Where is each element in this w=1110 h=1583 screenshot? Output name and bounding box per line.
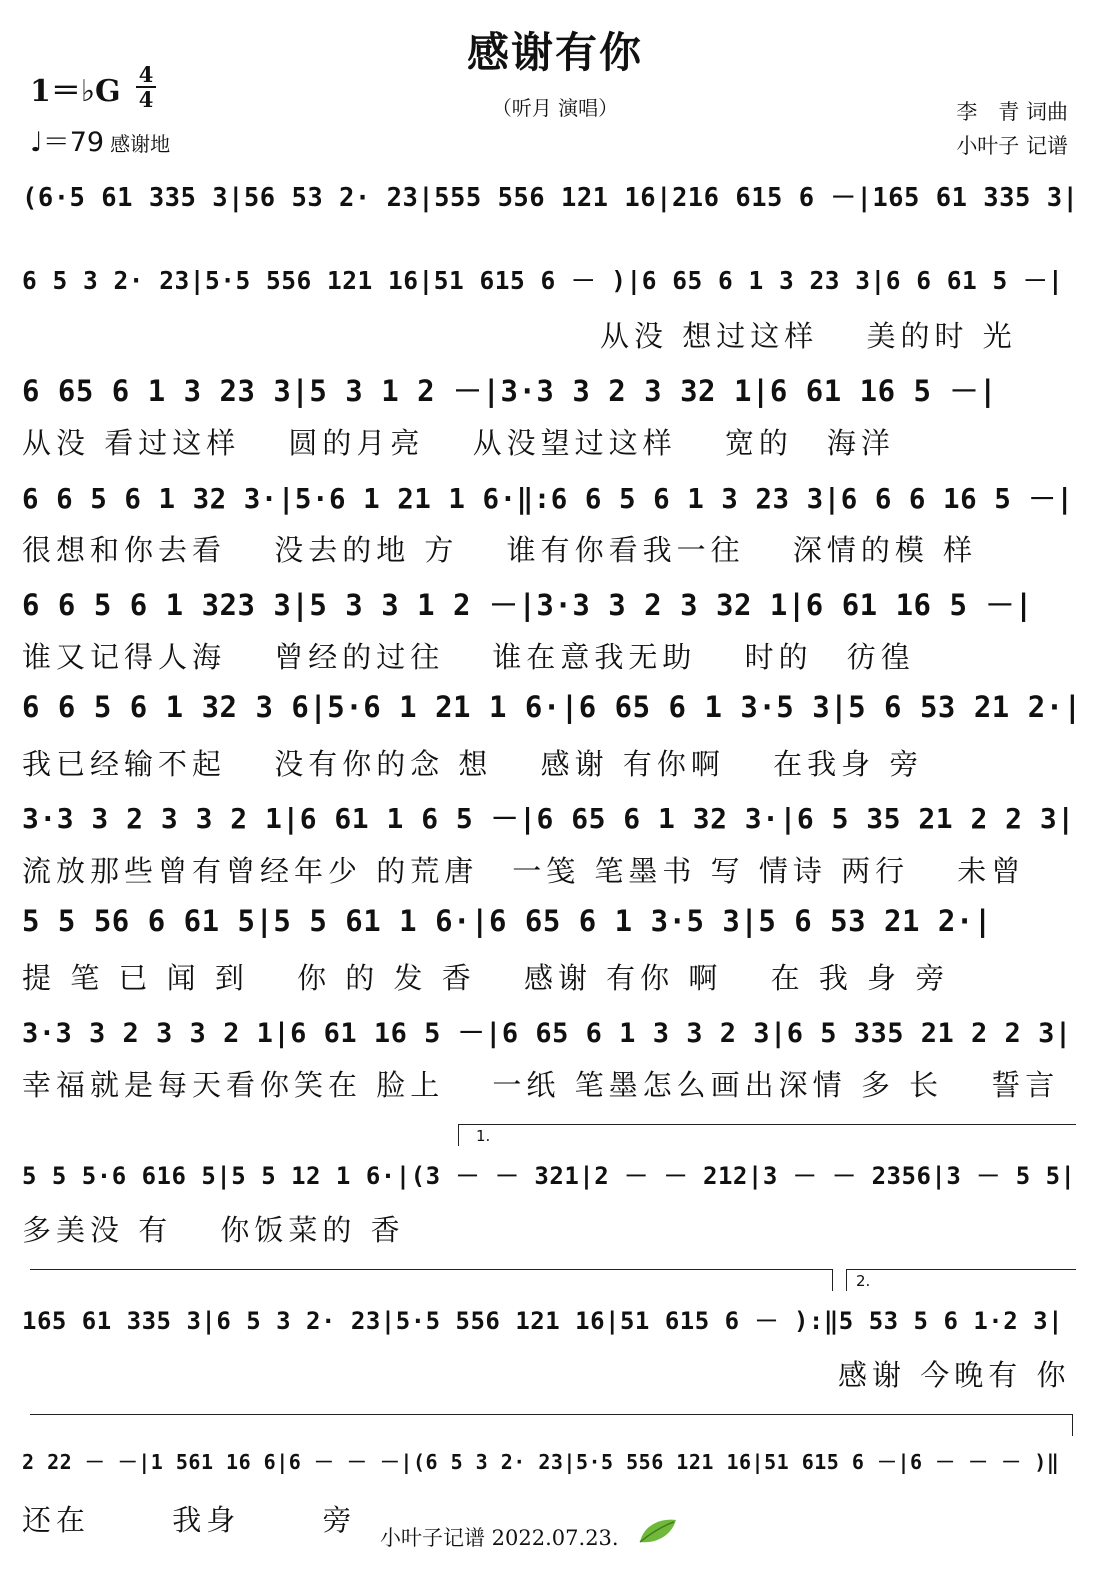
second-ending-bracket-start (846, 1269, 847, 1291)
notation-line (22, 260, 1086, 306)
second-ending-bracket (846, 1269, 1076, 1270)
lyric-line: 流放那些曾有曾经年少 的荒唐 一笺 笔墨书 写 情诗 两行 未曾 (22, 854, 1026, 888)
notation-line (22, 581, 1086, 627)
notation-line (22, 1154, 1086, 1200)
jianpu-notes: 5 5 56 6 61 5|5 5 61 1 6·|6 65 6 1 3·5 3|5 6 53 21 2·| (22, 904, 992, 938)
first-ending-bracket-start (458, 1124, 459, 1146)
second-ending-bracket-end (1072, 1414, 1073, 1436)
notation-line (22, 1009, 1086, 1055)
lyric-line: 谁又记得人海 曾经的过往 谁在意我无助 时的 彷徨 (22, 640, 915, 674)
notation-line (22, 1299, 1086, 1345)
jianpu-notes: 3·3 3 2 3 3 2 1|6 61 1 6 5 －|6 65 6 1 32 3·|6 5 35 21 2 2 3| (22, 802, 1075, 835)
singer-credit: （听月 演唱） (491, 96, 619, 120)
time-signature-bottom: 4 (138, 87, 154, 112)
first-ending-bracket (458, 1124, 1076, 1125)
song-title: 感谢有你 (466, 28, 643, 77)
second-ending-bracket-continued (30, 1414, 1072, 1415)
time-signature (136, 64, 156, 110)
tempo-marking (30, 120, 170, 159)
footer-signature: 小叶子记谱 2022.07.23. (380, 1526, 619, 1550)
lyric-line: 很想和你去看 没去的地 方 谁有你看我一往 深情的模 样 (22, 533, 978, 567)
leaf-icon (636, 1516, 680, 1546)
jianpu-notes: 6 65 6 1 3 23 3|5 3 1 2 －|3·3 3 2 3 32 1|6 61 16 5 －| (22, 374, 997, 408)
notation-line (22, 902, 1086, 948)
lyric-line: 幸福就是每天看你笑在 脸上 一纸 笔墨怎么画出深情 多 长 誓言 (22, 1068, 1060, 1102)
tempo-value: ♩＝79 (30, 127, 105, 158)
jianpu-notes: 6 6 5 6 1 32 3 6|5·6 1 21 1 6·|6 65 6 1 3·5 3|5 6 53 21 2·| (22, 690, 1082, 724)
lyric-line: 提 笔 已 闻 到 你 的 发 香 感谢 有你 啊 在 我 身 旁 (22, 961, 950, 995)
time-signature-top: 4 (138, 62, 154, 87)
first-ending-bracket-continued (30, 1269, 832, 1270)
lyric-line: 多美没 有 你饭菜的 香 (22, 1213, 405, 1247)
expression-marking: 感谢地 (110, 132, 171, 156)
jianpu-notes: 6 6 5 6 1 323 3|5 3 3 1 2 －|3·3 3 2 3 32 1|6 61 16 5 －| (22, 588, 1033, 622)
lyric-line: 感谢 今晚有 你 (22, 1358, 1071, 1392)
jianpu-notes: 6 6 5 6 1 32 3·|5·6 1 21 1 6·‖:6 6 5 6 1 3 23 3|6 6 6 16 5 －| (22, 483, 1074, 515)
lyric-line: 还在 我身 旁 (22, 1503, 357, 1537)
jianpu-notes: 6 5 3 2· 23|5·5 556 121 16|51 615 6 － )|6 65 6 1 3 23 3|6 6 61 5 －| (22, 266, 1064, 295)
jianpu-notes: (6·5 61 335 3|56 53 2· 23|555 556 121 16|216 615 6 －|165 61 335 3| (22, 183, 1079, 213)
notation-line (22, 474, 1086, 520)
lyric-line: 从没 看过这样 圆的月亮 从没望过这样 宽的 海洋 (22, 426, 895, 460)
lyric-line: 从没 想过这样 美的时 光 (22, 319, 1017, 353)
first-ending-bracket-end (832, 1269, 833, 1291)
notation-line (22, 367, 1086, 413)
transcriber-credit: 小叶子 记谱 (956, 134, 1068, 158)
lyricist-composer-credit: 李 青 词曲 (956, 100, 1068, 124)
second-ending-number: 2. (856, 1272, 871, 1290)
key-signature: 1＝♭G (30, 74, 121, 109)
first-ending-number: 1. (476, 1127, 491, 1145)
jianpu-notes: 2 22 － －|1 561 16 6|6 － － －|(6 5 3 2· 23|5·5 556 121 16|51 615 6 －|6 － － － )‖ (22, 1450, 1060, 1474)
jianpu-notes: 5 5 5·6 616 5|5 5 12 1 6·|(3 － － 321|2 － － 212|3 － － 2356|3 － 5 5| (22, 1162, 1076, 1190)
notation-line (22, 1444, 1086, 1490)
notation-line (22, 688, 1086, 734)
lyric-line: 我已经输不起 没有你的念 想 感谢 有你啊 在我身 旁 (22, 747, 924, 781)
notation-line (22, 176, 1086, 222)
jianpu-notes: 165 61 335 3|6 5 3 2· 23|5·5 556 121 16|51 615 6 － ):‖5 53 5 6 1·2 3| (22, 1307, 1064, 1335)
jianpu-notes: 3·3 3 2 3 3 2 1|6 61 16 5 －|6 65 6 1 3 3 2 3|6 5 335 21 2 2 3| (22, 1018, 1072, 1049)
notation-line (22, 795, 1086, 841)
